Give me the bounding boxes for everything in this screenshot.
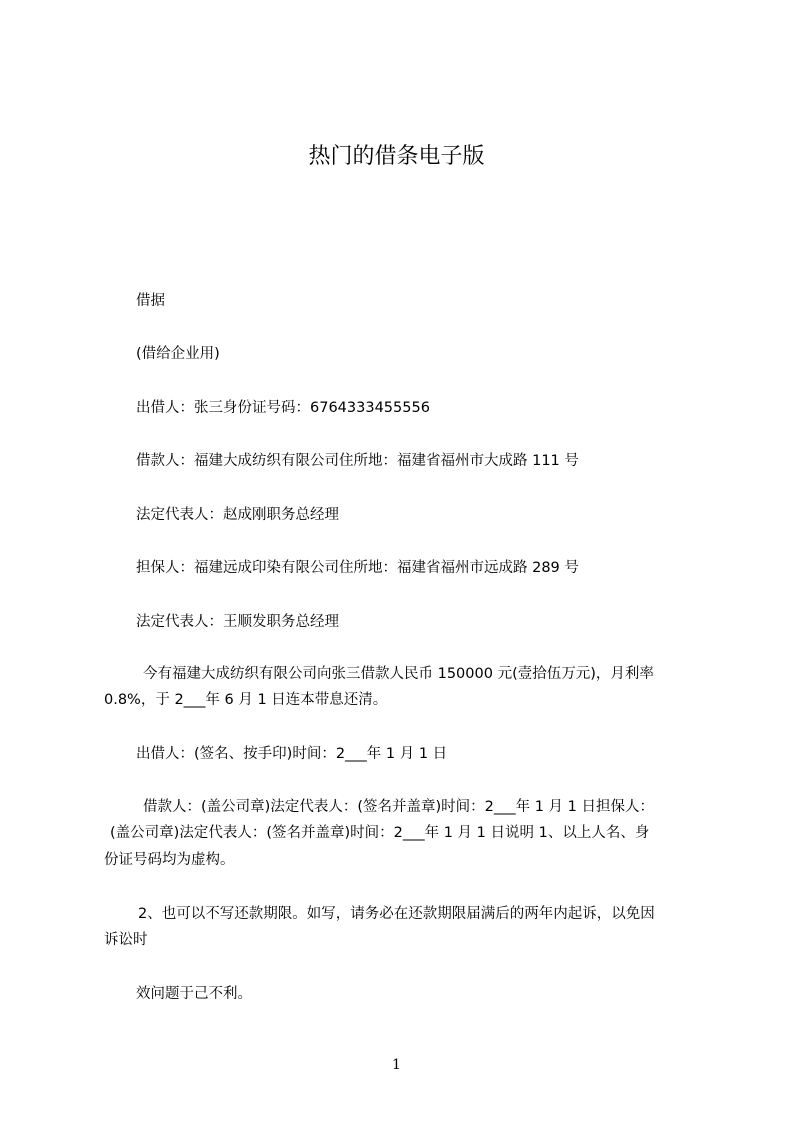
borrower-line: 借款人：福建大成纺织有限公司住所地：福建省福州市大成路 111 号 xyxy=(136,453,579,469)
loan-statement-line-1: 今有福建大成纺织有限公司向张三借款人民币 150000 元(壹拾伍万元)，月利率 xyxy=(143,666,654,682)
signature-block-line-2: (盖公司章)法定代表人：(签名并盖章)时间：2___年 1 月 1 日说明 1、以上人名、身 xyxy=(110,825,650,841)
subheading-enterprise: (借给企业用) xyxy=(136,346,220,362)
borrower-representative-line: 法定代表人：赵成刚职务总经理 xyxy=(136,507,339,523)
page-number: 1 xyxy=(392,1057,401,1073)
note-2-line-2: 诉讼时 xyxy=(104,932,148,948)
heading-jieju: 借据 xyxy=(136,293,165,309)
note-2-line-3: 效问题于己不利。 xyxy=(136,986,252,1002)
signature-block-line-3: 份证号码均为虚构。 xyxy=(104,852,235,868)
guarantor-representative-line: 法定代表人：王顺发职务总经理 xyxy=(136,614,339,630)
guarantor-line: 担保人：福建远成印染有限公司住所地：福建省福州市远成路 289 号 xyxy=(136,560,579,576)
document-title: 热门的借条电子版 xyxy=(308,144,485,169)
lender-line: 出借人：张三身份证号码：6764333455556 xyxy=(136,400,430,416)
loan-statement-line-2: 0.8%，于 2___年 6 月 1 日连本带息还清。 xyxy=(104,692,388,708)
signature-block-line-1: 借款人：(盖公司章)法定代表人：(签名并盖章)时间：2___年 1 月 1 日担保人： xyxy=(143,799,654,815)
note-2-line-1: 2、也可以不写还款期限。如写，请务必在还款期限届满后的两年内起诉，以免因 xyxy=(138,906,655,922)
lender-signature-line: 出借人：(签名、按手印)时间：2___年 1 月 1 日 xyxy=(136,746,448,762)
